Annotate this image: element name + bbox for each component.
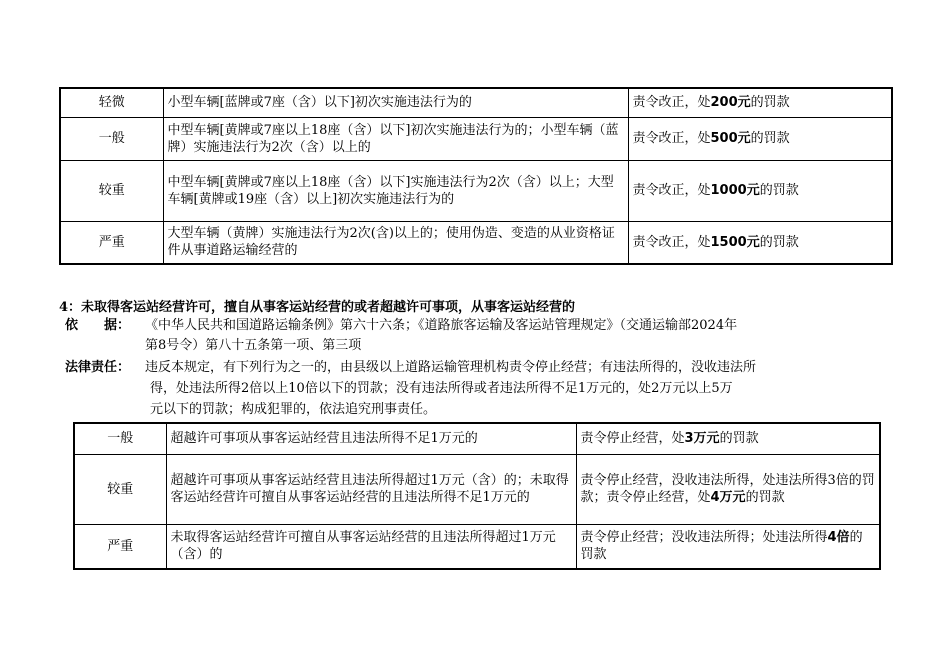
penalty-table-1 [59, 87, 893, 265]
level-cell: 一般 [60, 117, 163, 160]
description-cell: 超越许可事项从事客运站经营且违法所得超过1万元（含）的；未取得客运站经营许可擅自从事客运站经营的且违法所得不足1万元的 [166, 454, 576, 524]
penalty-cell: 责令停止经营；没收违法所得；处违法所得4倍的罚款 [576, 524, 880, 569]
table-row [74, 454, 880, 524]
penalty-table-2 [73, 422, 881, 570]
table-row [74, 423, 880, 454]
level-cell: 较重 [74, 454, 166, 524]
description-cell: 中型车辆[黄牌或7座以上18座（含）以下]实施违法行为2次（含）以上；大型车辆[黄牌或19座（含）以上]初次实施违法行为的 [163, 160, 628, 221]
basis-text-line: 第8号令）第八十五条第一项、第三项 [145, 338, 362, 353]
table-row [60, 88, 892, 117]
liability-label: 法律责任： [65, 360, 131, 375]
level-cell: 轻微 [60, 88, 163, 117]
table-row [60, 221, 892, 264]
liability-text-line: 元以下的罚款；构成犯罪的，依法追究刑事责任。 [150, 402, 437, 417]
liability-text-line: 违反本规定，有下列行为之一的，由县级以上道路运输管理机构责令停止经营；有违法所得的，没收违法所 [145, 360, 757, 375]
table-row [60, 117, 892, 160]
basis-label: 依 据： [65, 318, 131, 333]
basis-text-line: 《中华人民共和国道路运输条例》第六十六条；《道路旅客运输及客运站管理规定》（交通运输部2024年 [145, 318, 738, 333]
penalty-cell: 责令改正，处1500元的罚款 [628, 221, 892, 264]
level-cell: 一般 [74, 423, 166, 454]
description-cell: 超越许可事项从事客运站经营且违法所得不足1万元的 [166, 423, 576, 454]
penalty-cell: 责令改正，处1000元的罚款 [628, 160, 892, 221]
description-cell: 大型车辆（黄牌）实施违法行为2次(含)以上的；使用伪造、变造的从业资格证件从事道路运输经营的 [163, 221, 628, 264]
table-row [60, 160, 892, 221]
level-cell: 严重 [74, 524, 166, 569]
section-heading: 4：未取得客运站经营许可，擅自从事客运站经营的或者超越许可事项，从事客运站经营的 [59, 300, 576, 315]
level-cell: 较重 [60, 160, 163, 221]
level-cell: 严重 [60, 221, 163, 264]
penalty-cell: 责令改正，处500元的罚款 [628, 117, 892, 160]
description-cell: 小型车辆[蓝牌或7座（含）以下]初次实施违法行为的 [163, 88, 628, 117]
liability-text-line: 得，处违法所得2倍以上10倍以下的罚款；没有违法所得或者违法所得不足1万元的，处2万元以上5万 [150, 381, 733, 396]
table-row [74, 524, 880, 569]
description-cell: 未取得客运站经营许可擅自从事客运站经营的且违法所得超过1万元（含）的 [166, 524, 576, 569]
penalty-cell: 责令停止经营，没收违法所得，处违法所得3倍的罚款；责令停止经营，处4万元的罚款 [576, 454, 880, 524]
penalty-cell: 责令停止经营，处3万元的罚款 [576, 423, 880, 454]
penalty-cell: 责令改正，处200元的罚款 [628, 88, 892, 117]
description-cell: 中型车辆[黄牌或7座以上18座（含）以下]初次实施违法行为的；小型车辆（蓝牌）实施违法行为2次（含）以上的 [163, 117, 628, 160]
